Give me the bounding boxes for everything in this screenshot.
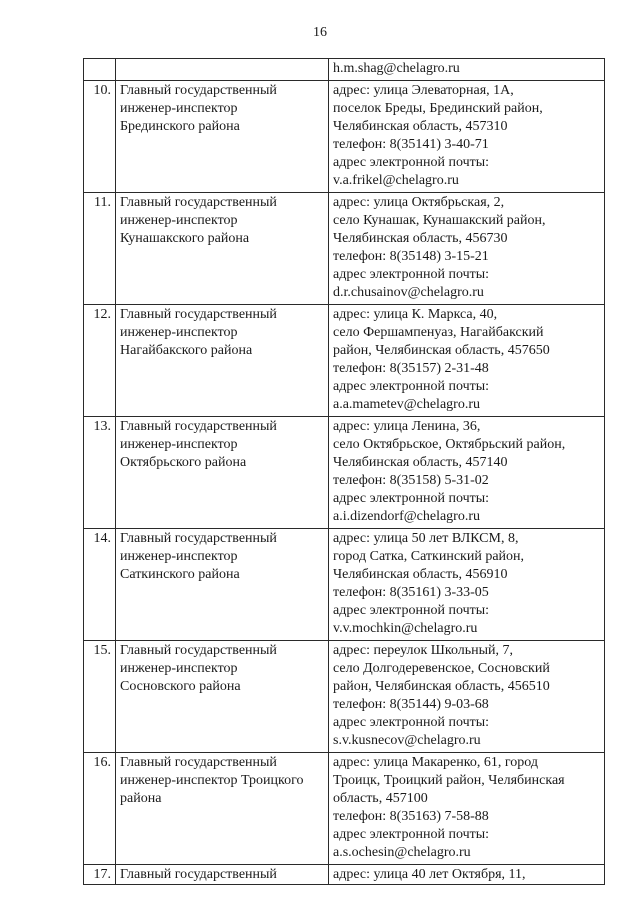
email-line [333, 620, 600, 638]
contacts-table-body [84, 59, 605, 885]
address-line: Челябинская область, 457140 [333, 455, 508, 470]
address-line: село Долгодеревенское, Сосновский [333, 661, 550, 676]
position-line: инженер-инспектор [120, 549, 238, 564]
contacts-table [83, 58, 605, 885]
position-cell [116, 753, 329, 865]
position-line: инженер-инспектор [120, 101, 238, 116]
position-line: Нагайбакского района [120, 343, 253, 358]
position-line: инженер-инспектор Троицкого [120, 773, 304, 788]
position-cell [116, 417, 329, 529]
position-cell [116, 193, 329, 305]
position-line: Кунашакского района [120, 231, 250, 246]
email-line [333, 844, 600, 862]
address-cell [329, 81, 605, 193]
phone-line: телефон: 8(35144) 9-03-68 [333, 697, 489, 712]
position-cell [116, 59, 329, 81]
position-line: Главный государственный [120, 195, 277, 210]
position-line: Главный государственный [120, 755, 277, 770]
address-cell [329, 193, 605, 305]
table-row-continued [84, 59, 605, 81]
address-line: адрес: улица К. Маркса, 40, [333, 307, 498, 322]
phone-line: телефон: 8(35148) 3-15-21 [333, 249, 489, 264]
address-line: Троицк, Троицкий район, Челябинская [333, 773, 565, 788]
email-label: адрес электронной почты: [333, 603, 490, 618]
address-line: область, 457100 [333, 791, 428, 806]
phone-line: телефон: 8(35161) 3-33-05 [333, 585, 489, 600]
page-number: 16 [313, 25, 327, 40]
email-label: адрес электронной почты: [333, 267, 490, 282]
address-line: город Сатка, Саткинский район, [333, 549, 525, 564]
position-line: Брединского района [120, 119, 240, 134]
phone-line: телефон: 8(35158) 5-31-02 [333, 473, 489, 488]
address-cell [329, 417, 605, 529]
address-line: Челябинская область, 456730 [333, 231, 508, 246]
phone-line: телефон: 8(35157) 2-31-48 [333, 361, 489, 376]
position-cell [116, 529, 329, 641]
position-line: Главный государственный [120, 643, 277, 658]
table-row [84, 305, 605, 417]
row-number-cell [84, 59, 116, 81]
email-link[interactable]: v.a.frikel@chelagro.ru [333, 173, 459, 188]
address-line: район, Челябинская область, 457650 [333, 343, 550, 358]
address-line: поселок Бреды, Брединский район, [333, 101, 543, 116]
email-link[interactable]: d.r.chusainov@chelagro.ru [333, 285, 484, 300]
email-line [333, 732, 600, 750]
email-line [333, 508, 600, 526]
position-line: Главный государственный [120, 419, 277, 434]
address-cell [329, 865, 605, 885]
position-cell [116, 641, 329, 753]
position-line: Главный государственный [120, 531, 277, 546]
table-row-partial [84, 865, 605, 885]
row-number: 15. [84, 641, 116, 753]
position-cell [116, 305, 329, 417]
address-line: Челябинская область, 457310 [333, 119, 508, 134]
position-line: инженер-инспектор [120, 325, 238, 340]
row-number: 11. [84, 193, 116, 305]
position-line: Главный государственный [120, 867, 277, 882]
email-label: адрес электронной почты: [333, 379, 490, 394]
position-line: Октябрьского района [120, 455, 247, 470]
row-number: 13. [84, 417, 116, 529]
position-cell [116, 81, 329, 193]
email-link[interactable]: h.m.shag@chelagro.ru [333, 61, 460, 76]
email-line [333, 172, 600, 190]
address-cell [329, 641, 605, 753]
phone-line: телефон: 8(35163) 7-58-88 [333, 809, 489, 824]
position-line: Главный государственный [120, 83, 277, 98]
position-line: инженер-инспектор [120, 437, 238, 452]
address-line: район, Челябинская область, 456510 [333, 679, 550, 694]
row-number: 17. [84, 865, 116, 885]
table-row [84, 417, 605, 529]
email-link[interactable]: a.i.dizendorf@chelagro.ru [333, 509, 480, 524]
address-line: Челябинская область, 456910 [333, 567, 508, 582]
address-cell [329, 305, 605, 417]
address-cell [329, 753, 605, 865]
address-cell [329, 529, 605, 641]
row-number: 16. [84, 753, 116, 865]
position-line: инженер-инспектор [120, 213, 238, 228]
table-row [84, 193, 605, 305]
position-line: Сосновского района [120, 679, 241, 694]
position-cell [116, 865, 329, 885]
position-line: Саткинского района [120, 567, 240, 582]
email-label: адрес электронной почты: [333, 155, 490, 170]
email-line [333, 396, 600, 414]
row-number: 10. [84, 81, 116, 193]
address-line: адрес: переулок Школьный, 7, [333, 643, 514, 658]
address-line: адрес: улица Ленина, 36, [333, 419, 481, 434]
position-line: района [120, 791, 162, 806]
address-cell [329, 59, 605, 81]
email-link[interactable]: v.v.mochkin@chelagro.ru [333, 621, 478, 636]
email-link[interactable]: a.s.ochesin@chelagro.ru [333, 845, 471, 860]
address-line: адрес: улица 40 лет Октября, 11, [333, 867, 526, 882]
address-line: село Фершампенуаз, Нагайбакский [333, 325, 544, 340]
position-line: инженер-инспектор [120, 661, 238, 676]
table-row [84, 529, 605, 641]
email-label: адрес электронной почты: [333, 491, 490, 506]
table-row [84, 753, 605, 865]
address-line: село Кунашак, Кунашакский район, [333, 213, 546, 228]
email-line [333, 284, 600, 302]
address-line: адрес: улица Макаренко, 61, город [333, 755, 538, 770]
address-line: адрес: улица 50 лет ВЛКСМ, 8, [333, 531, 519, 546]
position-line: Главный государственный [120, 307, 277, 322]
email-link[interactable]: a.a.mametev@chelagro.ru [333, 397, 480, 412]
phone-line: телефон: 8(35141) 3-40-71 [333, 137, 489, 152]
table-row [84, 81, 605, 193]
row-number: 14. [84, 529, 116, 641]
table-row [84, 641, 605, 753]
row-number: 12. [84, 305, 116, 417]
address-line: село Октябрьское, Октябрьский район, [333, 437, 566, 452]
email-label: адрес электронной почты: [333, 827, 490, 842]
email-label: адрес электронной почты: [333, 715, 490, 730]
address-line: адрес: улица Элеваторная, 1А, [333, 83, 514, 98]
address-line: адрес: улица Октябрьская, 2, [333, 195, 505, 210]
email-link[interactable]: s.v.kusnecov@chelagro.ru [333, 733, 481, 748]
